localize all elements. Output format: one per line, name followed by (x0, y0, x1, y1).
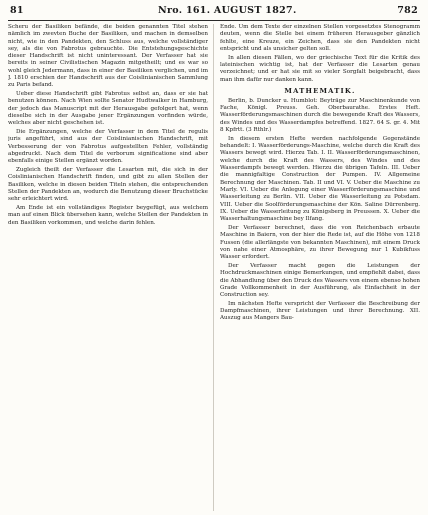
paragraph: Ueber diese Handschrift gibt Fabrotus selbst an, dass er sie hat benutzen können. Nach Wien sollte Senator Hudtwalker in Hamburg, der jedoch das Manuscript mit der Herausgabe gefolgert hat, wenn dieselbe sich in der Ausgabe jener Ergänzungen vorfinden würde, welches aber nicht geschehen ist. (8, 91, 208, 127)
paragraph: Zugleich theilt der Verfasser die Lesarten mit, die sich in der Coislinianischen Handschrift finden, und gibt zu allen Stellen der Basiliken, welche in diesen beiden Titeln stehen, die entsprechenden Stellen der Pandekten an, wodurch die Benutzung dieser Bruchstücke sehr erleichtert wird. (8, 167, 208, 203)
section-heading: MATHEMATIK. (284, 86, 356, 95)
right-column (220, 24, 420, 511)
paragraph: Im nächsten Hefte verspricht der Verfasser die Beschreibung der Dampfmaschinen, ihrer Leistungen und ihrer Berechnung. XII. Auszug aus Mangers Bau- (220, 300, 420, 322)
paragraph: Die Ergänzungen, welche der Verfasser in dem Titel de regulis juris angeführt, sind aus der Coislinianischen Handschrift, mit Verbesserung der von Fabrotus aufgestellten Fehler, vollständig abgedruckt. Nach dem Titel de verborum significatione sind aber ebenfalls einige Stellen ergänzt worden. (8, 129, 208, 165)
paragraph: Ende. Um dem Texte der einzelnen Stellen vorgesetztes Stenogramm deuten, wenn die Stelle bei einem früheren Herausgeber gänzlich fehlte, eine Kreuze, ein Zeichen, dass sie den Pandekten nicht entspricht und als unsicher gelten soll. (220, 24, 420, 52)
paragraph: Scheru der Basiliken befände, die beiden genannten Titel stehen nämlich im zwevten Buche der Basiliken, und machen in demselben nicht, wie in den Pandekten, den Schluss aus, welche vollständiger sey, als die von Fabrotus gebrauchte. Die Entstehungsgeschichte dieser Handschrift ist nicht uninteressant. Der Verfasser hat sie bereits in seiner Civilistischen Magazin mitgetheilt; und es war so wohl gleich Jedermann, dass in einer der Basiliken verglichen, und im J. 1810 erschien der Handschrift aus der Coislinianischen Sammlung zu Paris befand. (8, 24, 208, 89)
running-header (8, 4, 420, 21)
left-column (8, 24, 208, 511)
paragraph: Der Verfasser berechnet, dass die von Reichenbach erbaute Maschine in Baiern, von der hier die Rede ist, auf die Höhe von 1218 Fussen (die allerlängste von bekannten Maschinen), mit einem Druck von nahe einer Atmosphäre, zu ihrer Bewegung nur 1 Kubikfuss Wasser erfordert. (220, 224, 420, 261)
page-number-right: 782 (397, 5, 418, 16)
running-title: Nro. 161. AUGUST 1827. (158, 5, 297, 16)
text-columns (8, 24, 420, 511)
paragraph: Am Ende ist ein vollständiges Register beygefügt, aus welchem man auf einen Blick übersehen kann, welche Stellen der Pandekten in den Basiliken vorkommen, und welche darin fehlen. (8, 205, 208, 226)
paragraph: In diesem ersten Hefte werden nachfolgende Gegenstände behandelt: I. Wasserförderungs-Maschine, welche durch die Kraft des Wassers bewegt wird. Hierzu Tab. I. II. Wasserförderungsmaschinen, welche durch die Kraft des Wassers, des Windes und des Wasserdampfs bewegt werden. Hierzu die übrigen Tafeln. III. Ueber die mannigfaltige Construction der Pumpen. IV. Allgemeine Berechnung der Maschinen. Tab. II und VI. V. Ueber die Maschine zu Marly. VI. Ueber die Anlegung einer Wasserförderungsmaschine und Wasserleitung zu Berlin. VII. Ueber die Wasserleitung zu Potsdam. VIII. Ueber die Soolförderungsmaschine der Kön. Saline Dürrenberg. IX. Ueber die Wasserleitung zu Königsberg in Preussen. X. Ueber die Wasserhaltungsmaschine bey Ilfang. (220, 135, 420, 223)
column-divider (213, 24, 214, 511)
paragraph: Berlin, b. Duncker u. Humblot: Beyträge zur Maschinenkunde von Fache, Königl. Preuss. Geh. Oberbaurathe. Erstes Heft. Wasserförderungsmaschinen durch die bewegende Kraft des Wassers, des Windes und des Wasserdampfes betreffend. 1827. 64 S. gr. 4. Mit 8 Kpfrtt. (3 Rthlr.) (220, 97, 420, 134)
paragraph: In allen diesen Fällen, wo der griechische Text für die Kritik des lateinischen wichtig ist, hat der Verfasser die Lesarten genau verzeichnet; und er hat sie mit so vieler Sorgfalt beigebracht, dass man ihm dafür nur danken kann. (220, 54, 420, 83)
page-number-left: 81 (10, 5, 24, 16)
paragraph: Der Verfasser macht gegen die Leistungen der Hochdruckmaschinen einige Bemerkungen, und empfiehlt dabei, dass die Abhandlung über den Druck des Wassers von einem ebenso hohen Grade Vollkommenheit in der Ausführung, als Einfachheit in der Construction sey. (220, 262, 420, 299)
